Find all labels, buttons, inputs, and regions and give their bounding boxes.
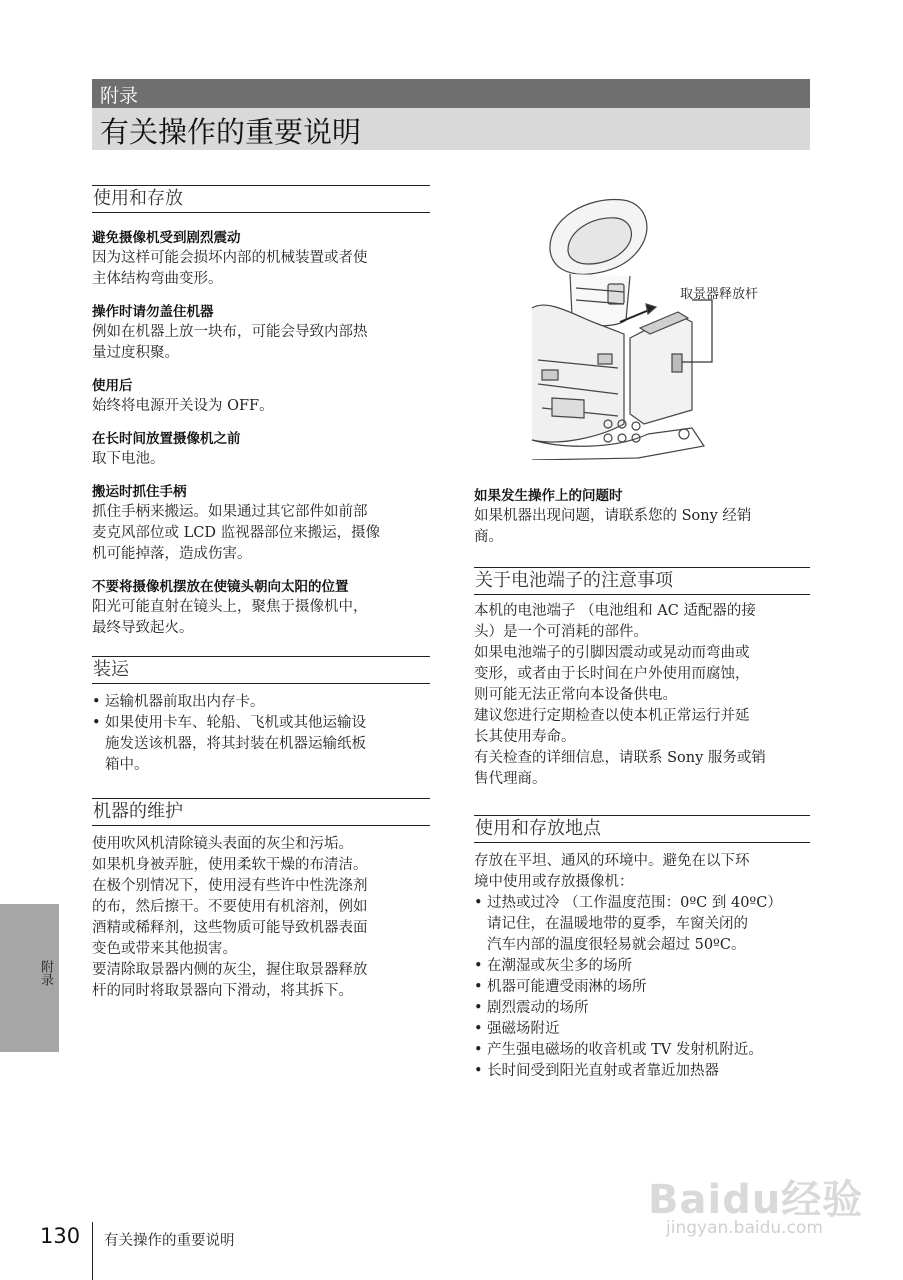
item-heading: 如果发生操作上的问题时	[474, 488, 623, 504]
text-line: 在极个别情况下，使用浸有些许中性洗涤剂	[92, 878, 368, 894]
locations-intro	[474, 851, 810, 893]
section-title: 使用和存放地点	[474, 815, 810, 843]
list-item: • 长时间受到阳光直射或者靠近加热器	[474, 1061, 810, 1082]
text-line: 有关检查的详细信息，请联系 Sony 服务或销	[474, 750, 766, 766]
text-line: 如果电池端子的引脚因震动或晃动而弯曲或	[474, 645, 750, 661]
list-item: • 机器可能遭受雨淋的场所	[474, 977, 810, 998]
text-line: 建议您进行定期检查以使本机正常运行并延	[474, 708, 750, 724]
section-maintenance	[92, 798, 430, 1002]
list-item: • 过热或过冷 （工作温度范围：0ºC 到 40ºC） 请记住，在温暖地带的夏季，车窗关闭的 汽车内部的温度很轻易就会超过 50ºC。	[474, 893, 810, 956]
text-line: 变形，或者由于长时间在户外使用而腐蚀，	[474, 666, 750, 682]
list-item: • 强磁场附近	[474, 1019, 810, 1040]
item-vibration	[92, 228, 430, 290]
page-number: 130	[40, 1224, 81, 1248]
side-tab	[0, 904, 59, 1052]
section-title: 装运	[92, 656, 430, 684]
item-text: 主体结构弯曲变形。	[92, 271, 223, 287]
item-text: 商。	[474, 529, 503, 545]
item-text: 例如在机器上放一块布，可能会导致内部热	[92, 324, 368, 340]
text-line: 存放在平坦、通风的环境中。避免在以下环	[474, 853, 750, 869]
item-after-use	[92, 376, 430, 417]
section-title: 机器的维护	[92, 798, 430, 826]
item-text: 麦克风部位或 LCD 监视器部位来搬运，摄像	[92, 525, 381, 541]
item-text: 阳光可能直射在镜头上，聚焦于摄像机中，	[92, 599, 368, 615]
list-item: • 剧烈震动的场所	[474, 998, 810, 1019]
section-locations	[474, 815, 810, 1082]
item-text: 取下电池。	[92, 451, 165, 467]
callout-label: 取景器释放杆	[680, 287, 759, 302]
watermark	[648, 1152, 868, 1252]
watermark-logo: Baidu经验	[648, 1177, 864, 1223]
item-heading: 不要将摄像机摆放在使镜头朝向太阳的位置	[92, 579, 349, 595]
section-header-bar	[92, 79, 810, 108]
item-sun	[92, 577, 430, 639]
item-text: 抓住手柄来搬运。如果通过其它部件如前部	[92, 504, 368, 520]
text-line: 售代理商。	[474, 771, 547, 787]
text-line: 则可能无法正常向本设备供电。	[474, 687, 677, 703]
text-line: 的布，然后擦干。不要使用有机溶剂，例如	[92, 899, 368, 915]
battery-text	[474, 601, 810, 790]
item-text: 如果机器出现问题，请联系您的 Sony 经销	[474, 508, 752, 524]
item-cover	[92, 302, 430, 364]
viewfinder-illustration	[528, 188, 810, 460]
text-line: 境中使用或存放摄像机：	[474, 874, 634, 890]
item-long-storage	[92, 429, 430, 470]
item-handle	[92, 482, 430, 565]
text-line: 长其使用寿命。	[474, 729, 576, 745]
section-title: 使用和存放	[92, 185, 430, 213]
text-line: 杆的同时将取景器向下滑动，将其拆下。	[92, 983, 353, 999]
item-heading: 操作时请勿盖住机器	[92, 304, 214, 320]
section-problem	[474, 486, 810, 548]
section-shipping	[92, 656, 430, 776]
bullet-list	[92, 692, 430, 776]
section-label: 附录	[100, 85, 139, 107]
item-text: 始终将电源开关设为 OFF。	[92, 398, 274, 414]
maintenance-text	[92, 834, 430, 1002]
text-line: 要清除取景器内侧的灰尘，握住取景器释放	[92, 962, 368, 978]
item-text: 量过度积聚。	[92, 345, 179, 361]
item-heading: 避免摄像机受到剧烈震动	[92, 230, 241, 246]
section-battery-terminal	[474, 567, 810, 790]
item-heading: 搬运时抓住手柄	[92, 484, 187, 500]
text-line: 如果机身被弄脏，使用柔软干燥的布清洁。	[92, 857, 368, 873]
bullet-list	[474, 893, 810, 1082]
item-text: 因为这样可能会损坏内部的机械装置或者使	[92, 250, 368, 266]
list-item: • 运输机器前取出内存卡。	[92, 692, 430, 713]
footer-divider	[92, 1222, 93, 1280]
page-title-bar	[92, 108, 810, 150]
section-title: 关于电池端子的注意事项	[474, 567, 810, 595]
text-line: 变色或带来其他损害。	[92, 941, 237, 957]
text-line: 头）是一个可消耗的部件。	[474, 624, 648, 640]
item-text: 机可能掉落，造成伤害。	[92, 546, 252, 562]
section-use-storage	[92, 185, 430, 639]
footer-title: 有关操作的重要说明	[104, 1233, 235, 1249]
item-heading: 在长时间放置摄像机之前	[92, 431, 241, 447]
list-item: • 在潮湿或灰尘多的场所	[474, 956, 810, 977]
side-tab-label: 附录	[38, 960, 53, 986]
page-title: 有关操作的重要说明	[100, 115, 362, 149]
watermark-url: jingyan.baidu.com	[666, 1218, 823, 1238]
text-line: 酒精或稀释剂，这些物质可能导致机器表面	[92, 920, 368, 936]
item-heading: 使用后	[92, 378, 133, 394]
list-item: • 产生强电磁场的收音机或 TV 发射机附近。	[474, 1040, 810, 1061]
text-line: 使用吹风机清除镜头表面的灰尘和污垢。	[92, 836, 353, 852]
text-line: 本机的电池端子 （电池组和 AC 适配器的接	[474, 603, 756, 619]
item-text: 最终导致起火。	[92, 620, 194, 636]
list-item: • 如果使用卡车、轮船、飞机或其他运输设 施发送该机器，将其封装在机器运输纸板 箱中。	[92, 713, 430, 776]
